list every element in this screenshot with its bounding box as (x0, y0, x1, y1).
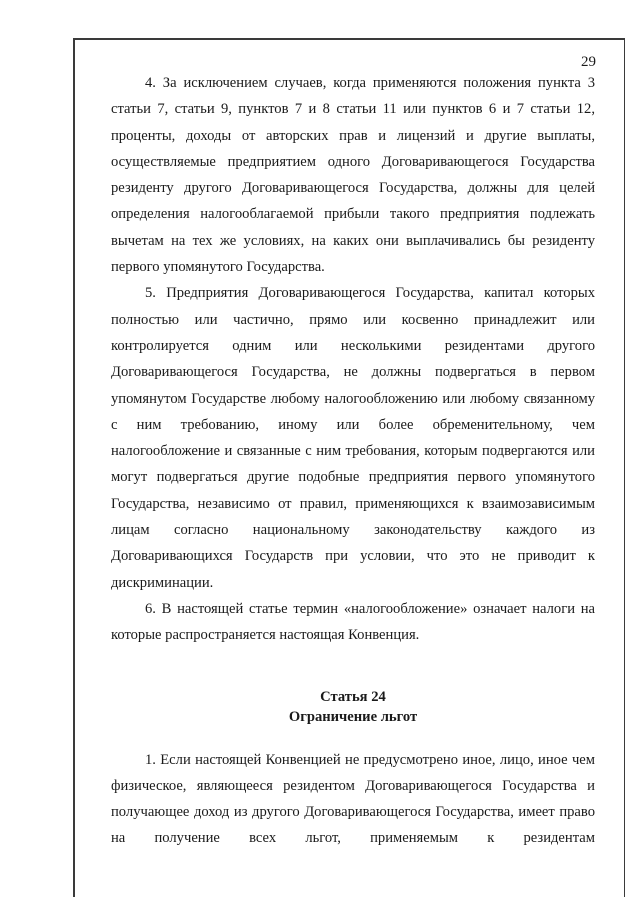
paragraph-6: 6. В настоящей статье термин «налогообложение» означает налоги на которые распространяется настоящая Конвенция. (111, 600, 595, 644)
article-number: Статья 24 (320, 688, 386, 705)
paragraph-4: 4. За исключением случаев, когда применяются положения пункта 3 статьи 7, статьи 9, пунктов 7 и 8 статьи 11 или пунктов 6 и 7 статьи 12, проценты, доходы от авторских прав и лицензий и другие выплаты, осуществляемые предприятием одного Договаривающегося Государства резиденту другого Договаривающегося Государства, должны для целей определения налогооблагаемой прибыли такого предприятия подлежать вычетам на тех же условиях, на каких они выплачивались бы резиденту первого упомянутого Государства. (111, 75, 595, 276)
page-number: 29 (581, 54, 596, 70)
article-heading (111, 687, 595, 727)
paragraph-5: 5. Предприятия Договаривающегося Государства, капитал которых полностью или частично, прямо или косвенно принадлежит или контролируется одним или несколькими резидентами другого Договаривающегося Государства, не должны подвергаться в первом упомянутом Государстве любому налогообложению или любому связанному с ним требованию, иному или более обременительному, чем налогообложение и связанные с ним требования, которым подвергаются или могут подвергаться другие подобные предприятия первого упомянутого Государства, независимо от правил, применяющихся к взаимозависимым лицам согласно национальному законодательству каждого из Договаривающихся Государств при условии, что это не приводит к дискриминации. (111, 285, 595, 591)
document-body (111, 70, 595, 852)
article-paragraph-1: 1. Если настоящей Конвенцией не предусмотрено иное, лицо, иное чем физическое, являющееся резидентом Договаривающегося Государства и получающее доход из другого Договаривающегося Государства, имеет право на получение всех льгот, применяемым к резидентам (111, 751, 595, 847)
article-title: Ограничение льгот (288, 708, 418, 725)
